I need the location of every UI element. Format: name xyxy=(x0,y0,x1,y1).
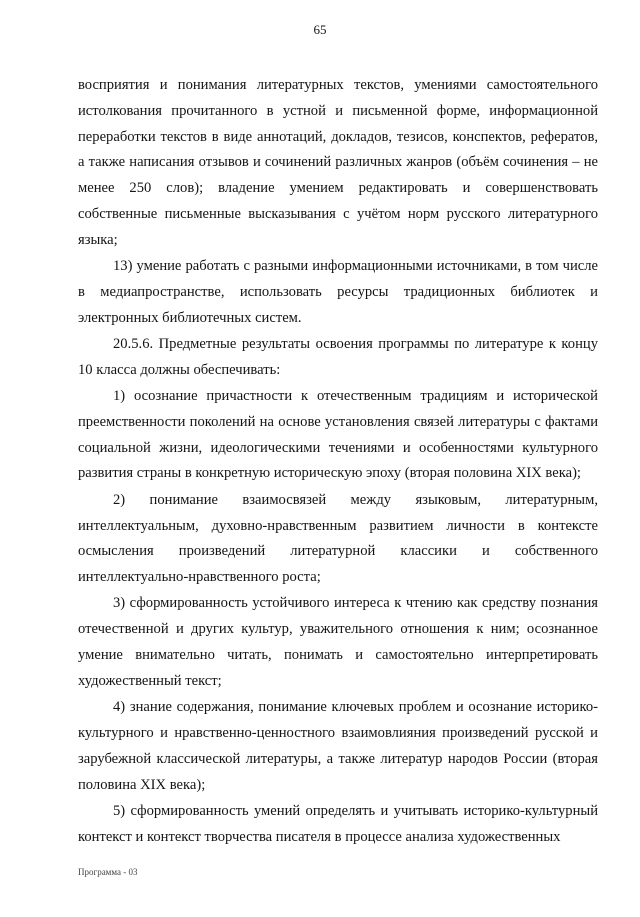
page-number: 65 xyxy=(313,22,327,37)
page-footer: Программа - 03 xyxy=(78,867,138,877)
page-body xyxy=(78,73,598,851)
paragraph-section-20-5-6: 20.5.6. Предметные результаты освоения программы по литературе к концу 10 класса должны обеспечивать: xyxy=(78,335,598,378)
paragraph-item-13: 13) умение работать с разными информационными источниками, в том числе в медиапространстве, использовать ресурсы традиционных библиотек и электронных библиотечных систем. xyxy=(78,258,598,326)
paragraph-item-3: 3) сформированность устойчивого интереса к чтению как средству познания отечественной и других культур, уважительного отношения к ним; осознанное умение внимательно читать, понимать и самостоятельно интерпретировать художественный текст; xyxy=(78,595,598,689)
paragraph-item-5: 5) сформированность умений определять и учитывать историко-культурный контекст и контекст творчества писателя в процессе анализа художественных xyxy=(78,802,598,845)
paragraph-item-1: 1) осознание причастности к отечественным традициям и исторической преемственности поколений на основе установления связей литературы с фактами социальной жизни, идеологическими течениями и особенностями культурного развития страны в конкретную историческую эпоху (вторая половина XIX века); xyxy=(78,388,598,482)
paragraph-item-4: 4) знание содержания, понимание ключевых проблем и осознание историко-культурного и нравственно-ценностного взаимовлияния произведений русской и зарубежной классической литературы, а также литератур народов России (вторая половина XIX века); xyxy=(78,699,598,793)
paragraph-continuation: восприятия и понимания литературных текстов, умениями самостоятельного истолкования прочитанного в устной и письменной форме, информационной переработки текстов в виде аннотаций, докладов, тезисов, конспектов, рефератов, а также написания отзывов и сочинений различных жанров (объём сочинения – не менее 250 слов); владение умением редактировать и совершенствовать собственные письменные высказывания с учётом норм русского литературного языка; xyxy=(78,77,598,248)
paragraph-item-2: 2) понимание взаимосвязей между языковым, литературным, интеллектуальным, духовно-нравственным развитием личности в контексте осмысления произведений литературной классики и собственного интеллектуально-нравственного роста; xyxy=(78,491,598,586)
